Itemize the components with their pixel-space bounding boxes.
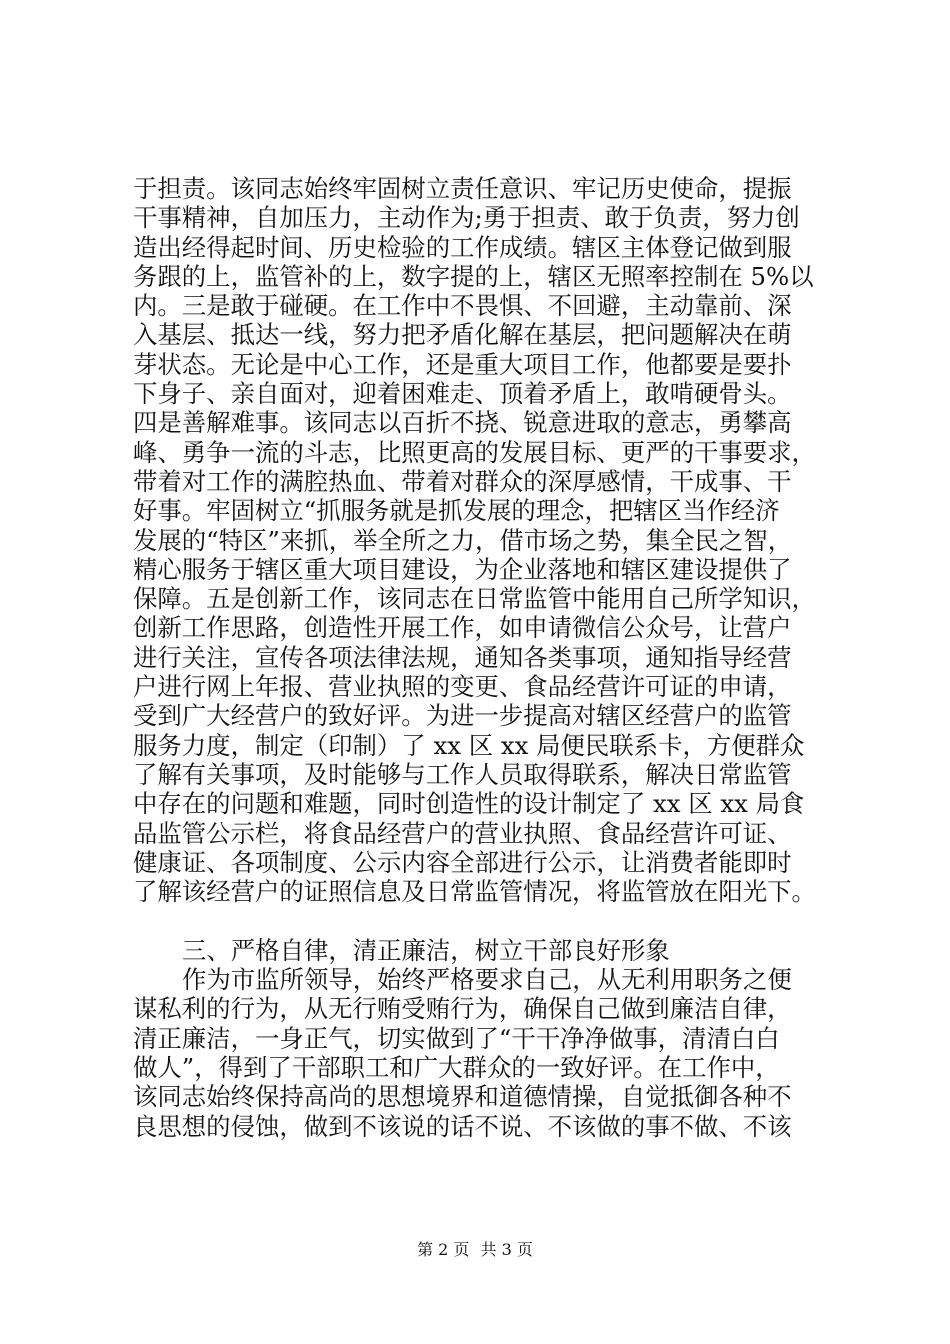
text-line: 造出经得起时间、历史检验的工作成绩。辖区主体登记做到服 [133,232,792,262]
page-total: 共 3 页 [480,1240,533,1259]
text-line: 服务力度，制定（印制）了 xx 区 xx 局便民联系卡，方便群众 [133,730,805,760]
text-line: 进行关注，宣传各项法律法规，通知各类事项，通知指导经营 [133,642,792,672]
text-line: 谋私利的行为，从无行贿受贿行为，确保自己做到廉洁自律， [133,994,792,1024]
text-line: 良思想的侵蚀，做到不该说的话不说、不该做的事不做、不该 [133,1111,792,1141]
text-line: 中存在的问题和难题，同时创造性的设计制定了 xx 区 xx 局食 [133,789,805,819]
text-line: 入基层、抵达一线，努力把矛盾化解在基层，把问题解决在萌 [133,320,792,350]
page-footer [0,1240,950,1260]
text-line: 做人”，得到了干部职工和广大群众的一致好评。在工作中， [133,1052,780,1082]
text-line: 下身子、亲自面对，迎着困难走、顶着矛盾上，敢啃硬骨头。 [133,379,792,409]
text-line: 保障。五是创新工作，该同志在日常监管中能用自己所学知识， [133,584,816,614]
text-line: 户进行网上年报、营业执照的变更、食品经营许可证的申请， [133,672,792,702]
text-line: 务跟的上，监管补的上，数字提的上，辖区无照率控制在 5%以 [133,261,814,291]
text-line: 芽状态。无论是中心工作，还是重大项目工作，他都要是要扑 [133,349,792,379]
text-line: 四是善解难事。该同志以百折不挠、锐意进取的意志，勇攀高 [133,408,792,438]
text-line: 该同志始终保持高尚的思想境界和道德情操，自觉抵御各种不 [133,1082,792,1112]
text-line: 峰、勇争一流的斗志，比照更高的发展目标、更严的干事要求， [133,437,816,467]
text-line: 带着对工作的满腔热血、带着对群众的深厚感情，干成事、干 [133,466,792,496]
text-line: 精心服务于辖区重大项目建设，为企业落地和辖区建设提供了 [133,554,792,584]
text-line: 健康证、各项制度、公示内容全部进行公示，让消费者能即时 [133,847,792,877]
paragraph-2 [133,965,853,1141]
text-line: 创新工作思路，创造性开展工作，如申请微信公众号，让营户 [133,613,792,643]
page-number: 第 2 页 [417,1240,470,1259]
text-line: 发展的“特区”来抓，举全所之力，借市场之势，集全民之智， [133,525,793,555]
section-heading: 三、严格自律，清正廉洁，树立干部良好形象 [182,935,670,965]
text-line: 品监管公示栏，将食品经营户的营业执照、食品经营许可证、 [133,818,792,848]
document-body [133,174,853,1141]
text-line: 作为市监所领导，始终严格要求自己，从无利用职务之便 [182,965,792,995]
text-line: 了解有关事项，及时能够与工作人员取得联系，解决日常监管 [133,759,792,789]
text-line: 了解该经营户的证照信息及日常监管情况，将监管放在阳光下。 [133,877,816,907]
text-line: 干事精神，自加压力，主动作为;勇于担责、敢于负责，努力创 [133,203,800,233]
text-line: 好事。牢固树立“抓服务就是抓发展的理念，把辖区当作经济 [133,496,780,526]
text-line: 内。三是敢于碰硬。在工作中不畏惧、不回避，主动靠前、深 [133,291,792,321]
text-line: 清正廉洁，一身正气，切实做到了“干干净净做事，清清白白 [133,1023,780,1053]
text-line: 于担责。该同志始终牢固树立责任意识、牢记历史使命，提振 [133,174,792,203]
text-line: 受到广大经营户的致好评。为进一步提高对辖区经营户的监管 [133,701,792,731]
paragraph-1 [133,174,853,906]
